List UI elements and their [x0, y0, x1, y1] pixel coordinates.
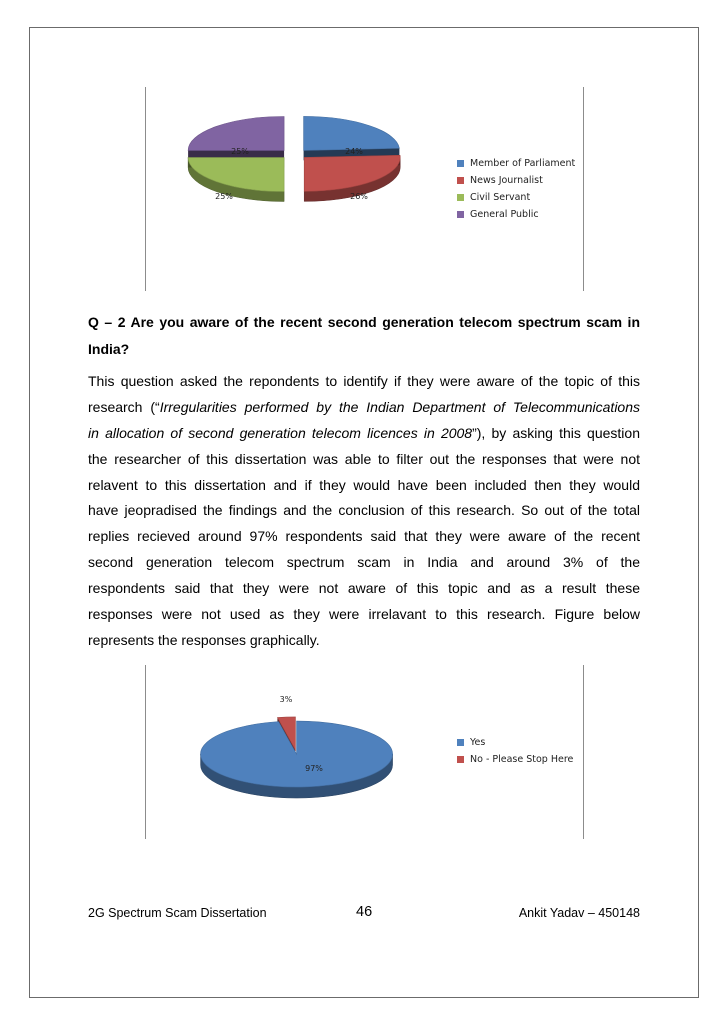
pie-slice-yes: [201, 721, 393, 787]
legend-label: No - Please Stop Here: [470, 754, 574, 765]
pie-data-label: 3%: [279, 695, 293, 704]
legend-item: [457, 734, 573, 751]
legend-item: [457, 189, 575, 206]
legend-label: Yes: [470, 737, 486, 748]
pie-data-label: 24%: [345, 147, 363, 156]
legend-swatch: [457, 739, 464, 746]
chart1-legend: [457, 155, 575, 223]
paragraph-line: [88, 421, 640, 447]
legend-item: [457, 206, 575, 223]
footer-author: Ankit Yadav – 450148: [518, 906, 640, 920]
body-paragraph: [88, 369, 640, 654]
research-title-italic: Irregularities performed by the Indian Department of Telecommunications: [159, 398, 641, 415]
pie-slice-general-public: [188, 116, 284, 150]
pie-data-label: 25%: [231, 147, 249, 156]
legend-swatch: [457, 177, 464, 184]
pie-slice-member-of-parliament: [304, 116, 400, 150]
legend-label: Civil Servant: [470, 192, 531, 203]
legend-item: [457, 155, 575, 172]
legend-swatch: [457, 756, 464, 763]
pie-slice-civil-servant: [188, 158, 284, 192]
research-title-italic: in allocation of second generation telecom licences in 2008: [88, 424, 473, 441]
pie-data-label: 25%: [215, 192, 233, 201]
paragraph-line: relavent to this dissertation and if they would have been included then they would: [88, 476, 640, 493]
paragraph-line: represents the responses graphically.: [88, 631, 320, 648]
paragraph-line: replies recieved around 97% respondents said that they were aware of the recent: [88, 528, 640, 545]
awareness-pie-chart: [145, 665, 584, 839]
legend-label: Member of Parliament: [470, 158, 576, 169]
legend-swatch: [457, 160, 464, 167]
paragraph-fragment: ”), by asking this question: [472, 424, 640, 441]
footer-title: 2G Spectrum Scam Dissertation: [88, 906, 267, 920]
paragraph-line: the researcher of this dissertation was able to filter out the responses that were not: [88, 450, 640, 467]
page-number: 46: [356, 904, 373, 920]
legend-item: [457, 751, 573, 768]
pie-data-label: 26%: [350, 192, 368, 201]
respondent-category-pie-chart: [145, 87, 584, 291]
legend-label: General Public: [470, 209, 539, 220]
paragraph-line: responses were not used as they were irrelavant to this research. Figure below: [88, 606, 640, 623]
chart2-legend: [457, 734, 573, 768]
paragraph-line: respondents said that they were not aware of this topic and as a result these: [88, 580, 640, 597]
legend-label: News Journalist: [470, 175, 543, 186]
question-heading: Q – 2 Are you aware of the recent second generation telecom spectrum scam in India?: [88, 314, 640, 357]
paragraph-line: [88, 395, 640, 421]
paragraph-line: have jeopradised the findings and the conclusion of this research. So out of the total: [88, 502, 640, 519]
pie-slice-news-journalist: [304, 155, 400, 191]
paragraph-fragment: research (“: [88, 398, 160, 415]
legend-item: [457, 172, 575, 189]
pie-data-label: 97%: [305, 764, 323, 773]
paragraph-line: This question asked the repondents to identify if they were aware of the topic of this: [88, 373, 640, 389]
legend-swatch: [457, 211, 464, 218]
paragraph-line: second generation telecom spectrum scam in India and around 3% of the: [88, 554, 640, 571]
legend-swatch: [457, 194, 464, 201]
